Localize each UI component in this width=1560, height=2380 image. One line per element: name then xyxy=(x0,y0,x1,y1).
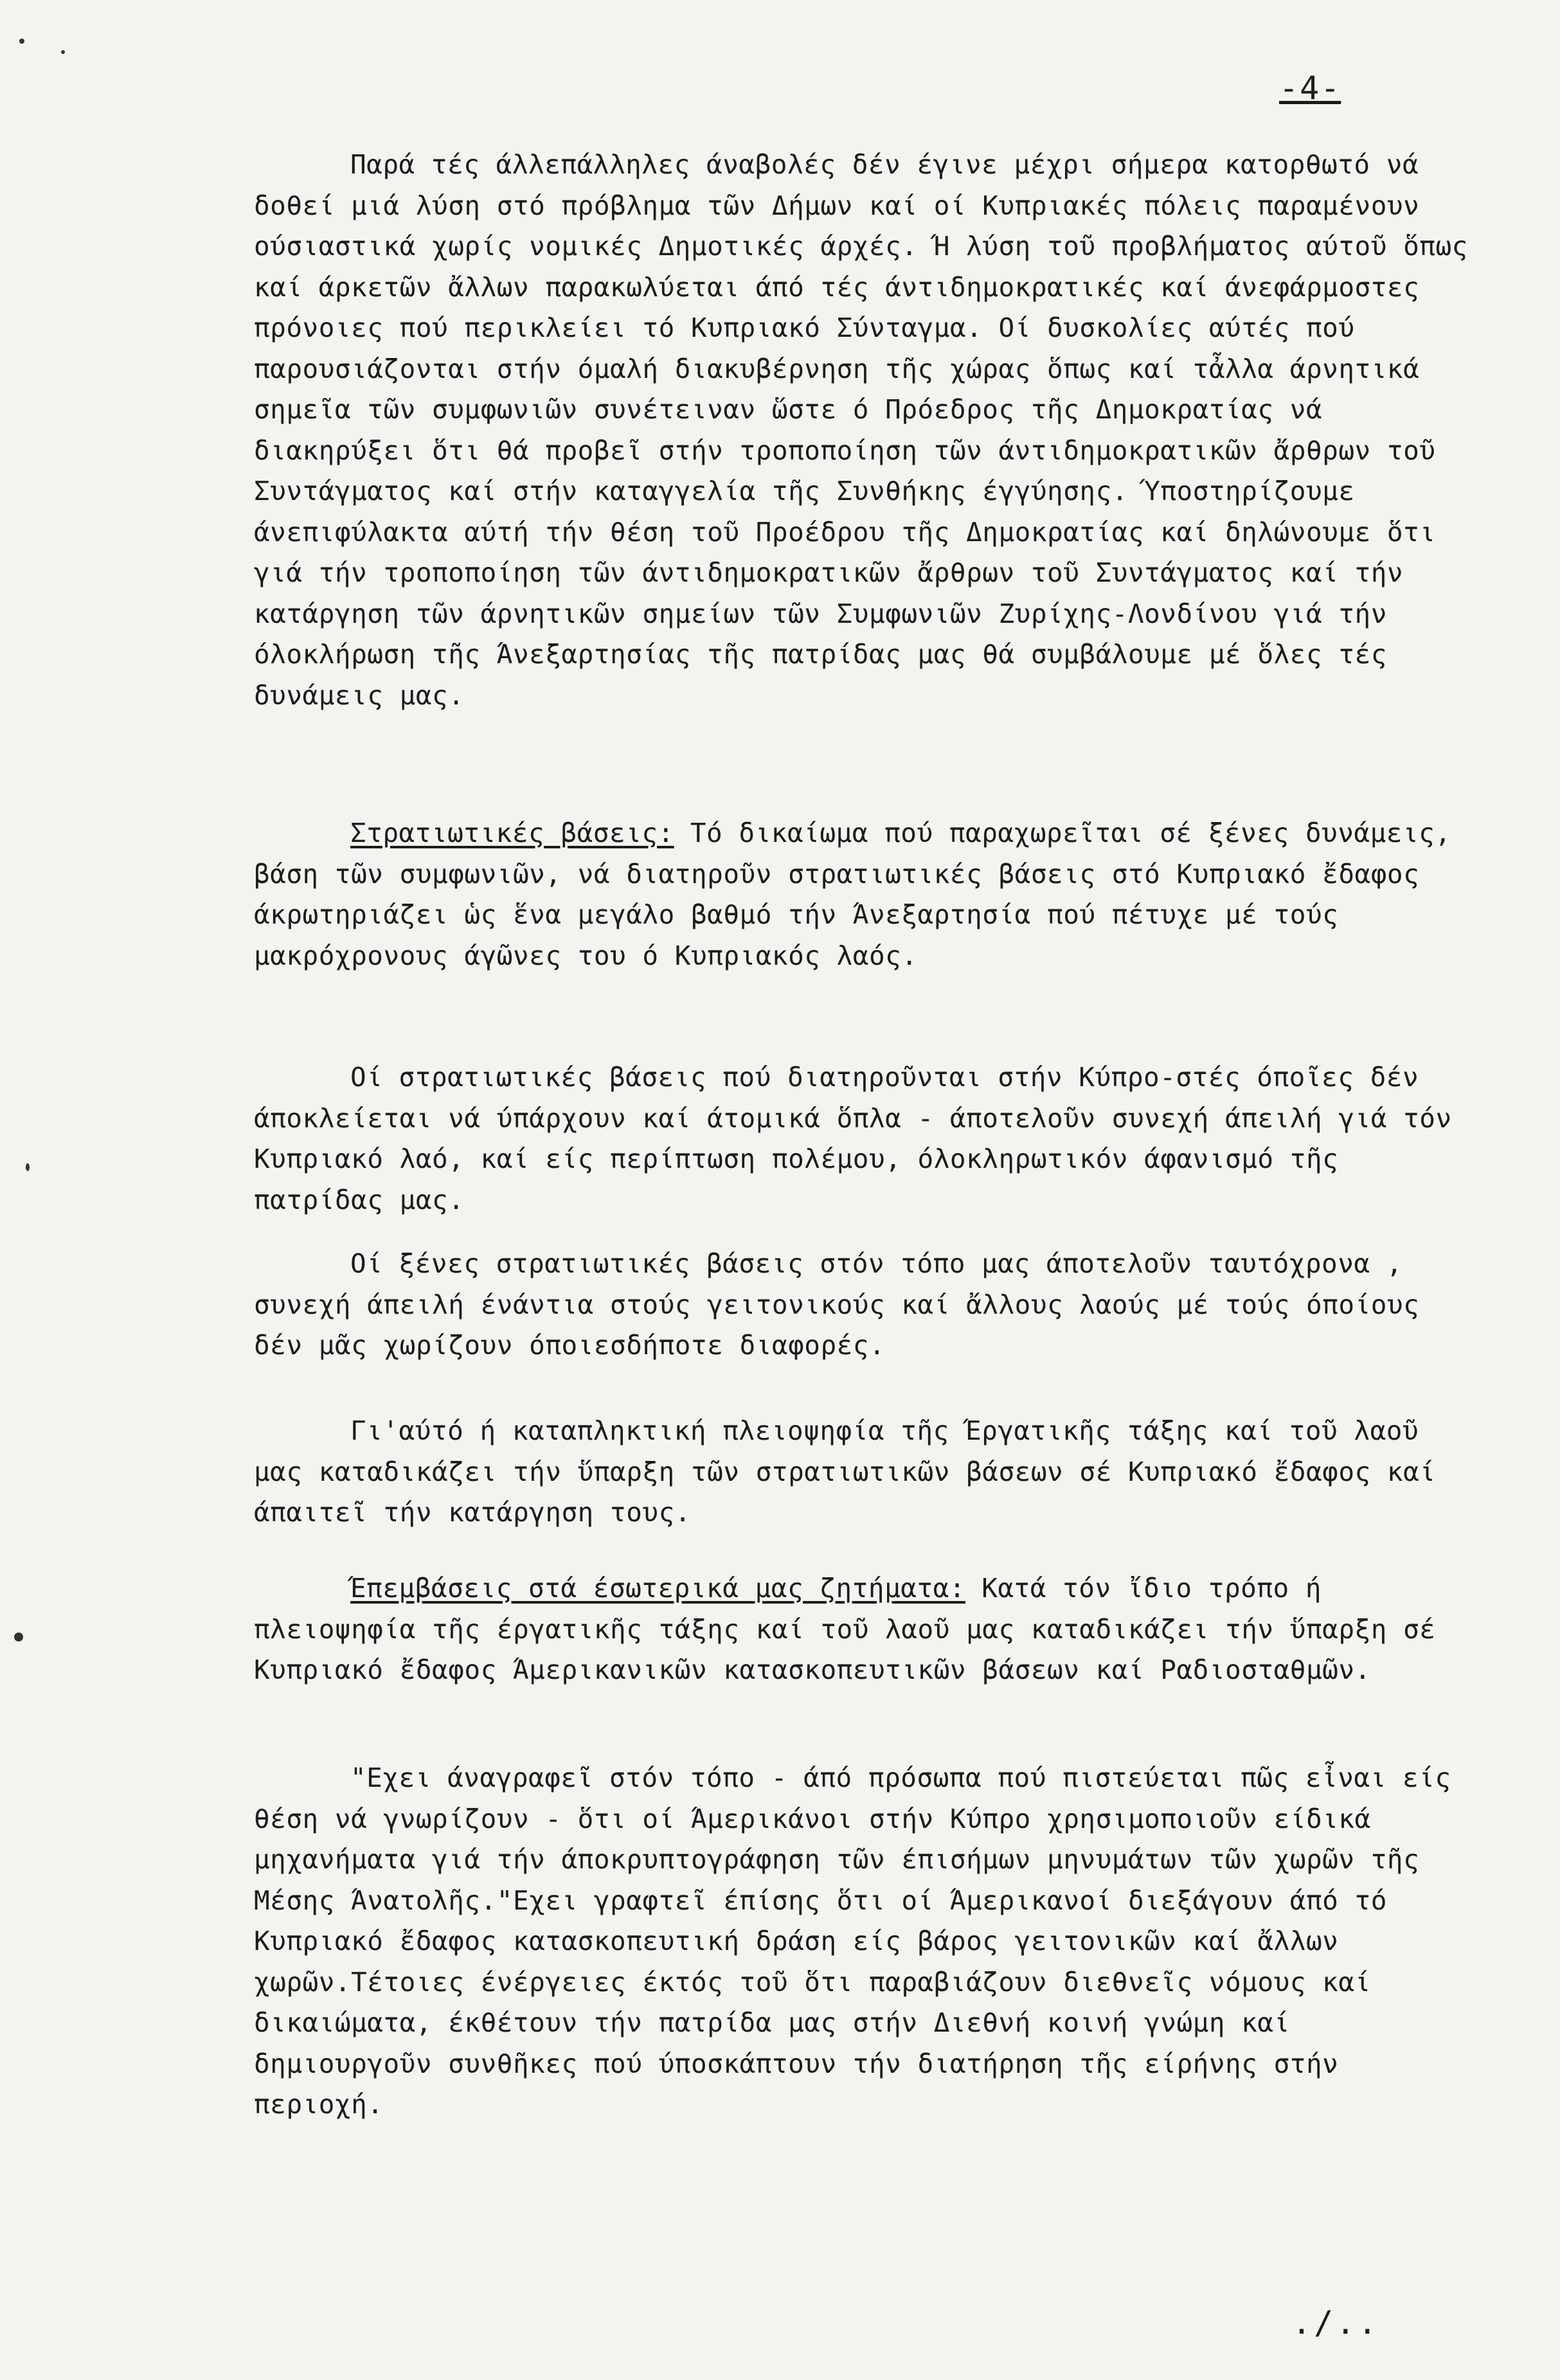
scan-speck xyxy=(19,39,24,44)
paragraph-espionage: "Εχει άναγραφεῖ στόν τόπο - άπό πρόσωπα πού πιστεύεται πῶς εἶναι είς θέση νά γνωρίζουν - ὅτι οί Άμερικάνοι στήν Κύπρο χρησιμοποιοῦν είδικά μηχανήματα γιά τήν άποκρυπτογράφηση τῶν έπισήμων μηνυμάτων τῶν χωρῶν τῆς Μέσης Άνατολῆς."Εχει γραφτεῖ έπίσης ὅτι οί Άμερικανοί διεξάγουν άπό τό Κυπριακό ἔδαφος κατασκοπευτική δράση είς βάρος γειτονικῶν καί ἄλλων χωρῶν.Τέτοιες ένέργειες έκτός τοῦ ὅτι παραβιάζουν διεθνεῖς νόμους καί δικαιώματα, έκθέτουν τήν πατρίδα μας στήν Διεθνή κοινή γνώμη καί δημιουργοῦν συνθῆκες πού ύποσκάπτουν τήν διατήρηση τῆς είρήνης στήν περιοχή. xyxy=(254,1762,1467,2120)
heading-military-bases: Στρατιωτικές βάσεις: xyxy=(350,818,674,848)
page-number: -4- xyxy=(1279,69,1341,107)
continuation-mark: ./.. xyxy=(1292,2304,1380,2341)
scan-speck xyxy=(14,1633,23,1642)
paragraph-interventions-text: Κατά τόν ἴδιο τρόπο ή πλειοψηφία τῆς έργατικῆς τάξης καί τοῦ λαοῦ μας καταδικάζει τήν ὕπαρξη σέ Κυπριακό ἔδαφος Άμερικανικῶν κατασκοπευτικῶν βάσεων καί Ραδιοσταθμῶν. xyxy=(254,1573,1452,1685)
paragraph-interventions xyxy=(254,1568,1482,1691)
scan-speck xyxy=(26,1163,30,1171)
paragraph-majority-condemns: Γι'αύτό ή καταπληκτική πλειοψηφία τῆς Έργατικῆς τάξης καί τοῦ λαοῦ μας καταδικάζει τήν ὕπαρξη τῶν στρατιωτικῶν βάσεων σέ Κυπριακό ἔδαφος καί άπαιτεῖ τήν κατάργηση τους. xyxy=(254,1415,1452,1528)
paragraph-municipalities: Παρά τές άλλεπάλληλες άναβολές δέν έγινε μέχρι σήμερα κατορθωτό νά δοθεί μιά λύση στό πρόβλημα τῶν Δήμων καί οί Κυπριακές πόλεις παραμένουν ούσιαστικά χωρίς νομικές Δημοτικές άρχές. Ή λύση τοῦ προβλήματος αύτοῦ ὅπως καί άρκετῶν ἄλλων παρακωλύεται άπό τές άντιδημοκρατικές καί άνεφάρμοστες πρόνοιες πού περικλείει τό Κυπριακό Σύνταγμα. Οί δυσκολίες αύτές πού παρουσιάζονται στήν όμαλή διακυβέρνηση τῆς χώρας ὅπως καί τἆλλα άρνητικά σημεῖα τῶν συμφωνιῶν συνέτειναν ὥστε ό Πρόεδρος τῆς Δημοκρατίας νά διακηρύξει ὅτι θά προβεῖ στήν τροποποίηση τῶν άντιδημοκρατικῶν ἄρθρων τοῦ Συντάγματος καί στήν καταγγελία τῆς Συνθήκης έγγύησης. Ύποστηρίζουμε άνεπιφύλακτα αύτή τήν θέση τοῦ Προέδρου τῆς Δημοκρατίας καί δηλώνουμε ὅτι γιά τήν τροποποίηση τῶν άντιδημοκρατικῶν ἄρθρων τοῦ Συντάγματος καί τήν κατάργηση τῶν άρνητικῶν σημείων τῶν Συμφωνιῶν Ζυρίχης-Λονδίνου γιά τήν όλοκλήρωση τῆς Άνεξαρτησίας τῆς πατρίδας μας θά συμβάλουμε μέ ὅλες τές δυνάμεις μας. xyxy=(254,149,1484,711)
paragraph-foreign-bases: Οί ξένες στρατιωτικές βάσεις στόν τόπο μας άποτελοῦν ταυτόχρονα , συνεχή άπειλή ένάντια στούς γειτονικούς καί ἄλλους λαούς μέ τούς όποίους δέν μᾶς χωρίζουν όποιεσδήποτε διαφορές. xyxy=(254,1248,1436,1361)
heading-interventions: Έπεμβάσεις στά έσωτερικά μας ζητήματα: xyxy=(350,1573,965,1604)
paragraph-military-bases xyxy=(254,813,1482,976)
paragraph-bases-threat: Οί στρατιωτικές βάσεις πού διατηροῦνται στήν Κύπρο-στές όποῖες δέν άποκλείεται νά ύπάρχουν καί άτομικά ὅπλα - άποτελοῦν συνεχή άπειλή γιά τόν Κυπριακό λαό, καί είς περίπτωση πολέμου, όλοκληρωτικόν άφανισμό τῆς πατρίδας μας. xyxy=(254,1062,1468,1215)
paragraph-military-bases-text: Τό δικαίωμα πού παραχωρεῖται σέ ξένες δυνάμεις, βάση τῶν συμφωνιῶν, νά διατηροῦν στρατιωτικές βάσεις στό Κυπριακό ἔδαφος άκρωτηριάζει ὡς ἕνα μεγάλο βαθμό τήν Άνεξαρτησία πού πέτυχε μέ τούς μακρόχρονους άγῶνες του ό Κυπριακός λαός. xyxy=(254,818,1467,971)
scan-speck xyxy=(61,50,65,54)
